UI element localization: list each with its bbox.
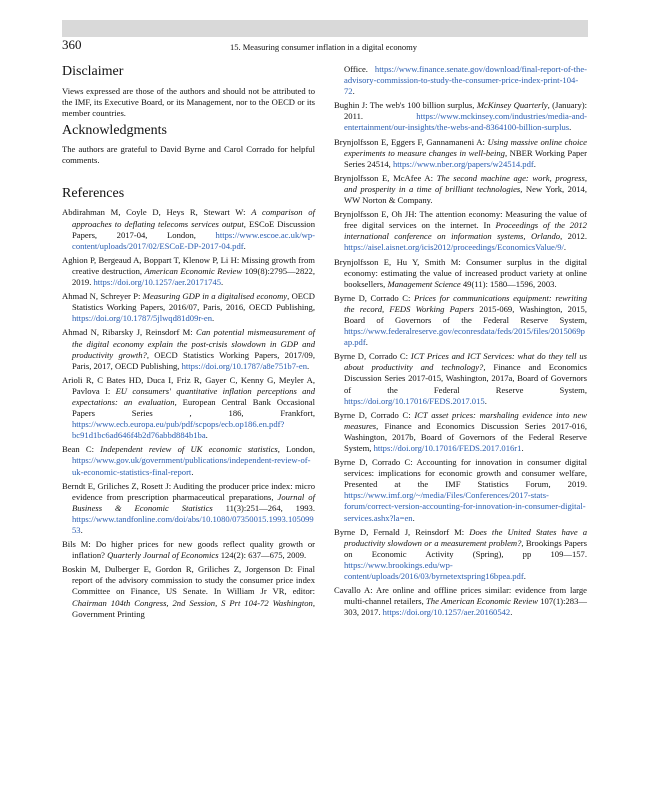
reference-italic-title: The second machine age: work, progress, and prosperity in a time of brilliant technologies	[344, 172, 588, 194]
disclaimer-heading: Disclaimer	[62, 64, 124, 79]
reference-link[interactable]: https://www.brookings.edu/wp-content/uploads/2016/03/byrnetextspring16bpea.pdf	[344, 559, 524, 582]
reference-authors-text: Brynjolfsson E, Eggers F, Gannamaneni A:	[334, 136, 488, 147]
reference-italic-title: Chairman 104th Congress, 2nd Session, S Prt 104-72 Washington	[72, 597, 313, 608]
reference-entry	[62, 291, 315, 324]
reference-details: 49(11): 1580—1596, 2003.	[460, 278, 557, 289]
references-list-left	[62, 207, 315, 619]
reference-details: 11(3):251—264, 1993.	[212, 502, 315, 513]
reference-end: .	[412, 512, 415, 523]
reference-link[interactable]: https://doi.org/10.17016/FEDS.2017.016r1	[373, 443, 522, 453]
reference-details: , European Central Bank Occasional Papers Series , 186, Frankfort,	[72, 396, 315, 419]
reference-details: , (January): 2011.	[344, 100, 587, 122]
reference-details: , Brookings Papers on Economic Activity (Spring), pp 109—157.	[344, 537, 587, 559]
reference-details: , London,	[277, 444, 315, 455]
reference-italic-title: Using massive online choice experiments to measure changes in well-being	[344, 136, 587, 158]
reference-entry	[334, 410, 587, 454]
reference-link[interactable]: https://doi.org/10.1257/aer.20171745	[93, 277, 222, 288]
reference-authors-text: Boskin M, Dulberger E, Gordon R, Griliches Z, Jorgenson D: Final report of the advisory commission to study the consumer price index Committee on Finance, US Senate. In William Jr VR, editor:	[62, 564, 315, 597]
reference-entry	[62, 327, 315, 371]
reference-authors-text: Bughin J: The web's 100 billion surplus,	[334, 100, 477, 111]
reference-details: , NBER Working Paper Series 24514,	[344, 147, 587, 169]
reference-details: 109(8):2795—2822, 2019.	[72, 265, 315, 288]
reference-authors-text: Byrne D, Fernald J, Reinsdorf M:	[334, 526, 470, 537]
reference-italic-title: Proceedings of the 2012 international conference on information systems, Orlando	[344, 220, 587, 242]
reference-entry	[334, 257, 587, 290]
reference-link[interactable]: https://doi.org/10.1787/5jlwqd81d09r-en	[72, 313, 213, 324]
reference-details: , New York, 2014, WW Norton & Company.	[344, 183, 587, 206]
reference-authors-text: Byrne D, Corrado C:	[334, 292, 414, 303]
reference-entry	[62, 564, 315, 619]
reference-entry	[334, 209, 587, 253]
reference-authors-text: Berndt E, Griliches Z, Rosett J: Auditing the producer price index: micro evidence from prescription pharmaceutical preparations,	[62, 480, 315, 502]
reference-entry	[62, 375, 315, 442]
references-list-right	[334, 100, 587, 618]
reference-entry	[334, 585, 587, 618]
reference-link[interactable]: https://www.tandfonline.com/doi/abs/10.1080/07350015.1993.10509953	[72, 513, 314, 535]
reference-details: , Finance and Economics Discussion Series 2017-016, Washington, 2017b, Board of Governors of the Federal Reserve System,	[344, 420, 587, 453]
reference-italic-title: Independent review of UK economic statistics	[100, 444, 278, 455]
reference-link[interactable]: https://www.mckinsey.com/industries/media-and-entertainment/our-insights/the-webs-and-8364100-billion-surplus	[344, 111, 587, 133]
reference-entry	[334, 351, 587, 406]
reference-authors-text: Bils M: Do higher prices for new goods reflect quality growth or inflation?	[62, 539, 315, 561]
reference-link[interactable]: https://www.ecb.europa.eu/pub/pdf/scpops/ecb.op186.en.pdf?bc91d1bc6ad646f4b2d76abbd884b1ba	[72, 419, 285, 441]
top-header-bar	[62, 20, 588, 37]
left-column	[62, 64, 315, 623]
reference-authors-text: Byrne D, Corrado C:	[334, 409, 415, 420]
reference-link[interactable]: https://www.federalreserve.gov/econresdata/feds/2015/files/2015069pap.pdf	[344, 326, 585, 348]
reference-end: .	[563, 242, 567, 253]
reference-end: .	[212, 313, 215, 324]
reference-end: .	[510, 607, 513, 618]
reference-continuation: Office. https://www.finance.senate.gov/download/final-report-of-the-advisory-commission-to-study-the-consumer-price-index-print-104-72.	[344, 64, 587, 97]
page-header	[62, 37, 588, 56]
reference-end: .	[191, 466, 194, 477]
reference-details: , OECD Statistics Working Papers, 2017/09, Paris, 2017, OECD Publishing,	[72, 349, 315, 371]
reference-authors-text: Abdirahman M, Coyle D, Heys R, Stewart W:	[62, 207, 252, 218]
reference-italic-title: Prices for communications equipment: rewriting the record, FEDS Working Papers	[344, 292, 587, 314]
acknowledgments-text: The authors are grateful to David Byrne and Carol Corrado for helpful comments.	[62, 144, 315, 166]
reference-italic-title: ICT asset prices: marshaling evidence into new measures	[344, 409, 587, 431]
reference-entry	[62, 444, 315, 477]
reference-authors-text: Brynjolfsson E, McAfee A:	[334, 172, 437, 183]
reference-authors-text: Aghion P, Bergeaud A, Boppart T, Klenow P, Li H: Missing growth from creative destruction,	[62, 254, 315, 276]
reference-italic-title: Journal of Business & Economic Statistics	[72, 491, 315, 513]
reference-link[interactable]: https://doi.org/10.1787/a8e751b7-en	[181, 360, 307, 371]
reference-authors-text: Ahmad N, Schreyer P:	[62, 291, 143, 302]
reference-end: .	[221, 277, 224, 288]
reference-italic-title: Does the United States have a productivity slowdown or a measurement problem?	[344, 526, 587, 548]
reference-entry	[62, 255, 315, 288]
reference-entry	[334, 173, 587, 206]
reference-authors-text: Byrne D, Corrado C:	[334, 351, 411, 362]
reference-link[interactable]: https://www.finance.senate.gov/download/final-report-of-the-advisory-commission-to-study-the-consumer-price-index-print-104-72	[344, 64, 587, 97]
reference-italic-title: American Economic Review	[144, 265, 243, 276]
reference-details: 124(2): 637—675, 2009.	[218, 550, 307, 561]
reference-entry	[334, 527, 587, 582]
reference-end: .	[307, 360, 310, 371]
reference-end: .	[523, 571, 526, 582]
reference-end: .	[533, 158, 536, 169]
reference-details: 107(1):283—303, 2017.	[344, 596, 587, 618]
reference-link[interactable]: https://aisel.aisnet.org/icis2012/proceedings/EconomicsValue/9/	[344, 242, 564, 253]
reference-italic-title: ICT Prices and ICT Services: what do they tell us about productivity and technology?	[344, 351, 587, 373]
reference-end: .	[205, 430, 208, 441]
reference-authors-text: Cavallo A: Are online and offline prices similar: evidence from large multi-channel retailers,	[334, 585, 587, 607]
reference-italic-title: Quarterly Journal of Economics	[107, 550, 219, 561]
reference-entry	[334, 137, 587, 170]
reference-italic-title: Can potential mismeasurement of the digital economy explain the post-crisis slowdown in GDP and productivity growth?	[72, 327, 315, 360]
page-number: 360	[62, 37, 82, 52]
reference-entry	[62, 539, 315, 561]
reference-entry	[62, 481, 315, 536]
disclaimer-text: Views expressed are those of the authors and should not be attributed to the IMF, its Executive Board, or its Management, nor to the OECD or its member countries.	[62, 86, 315, 119]
reference-italic-title: EU consumers' quantitative inflation perceptions and expectations: an evaluation	[72, 385, 316, 407]
reference-authors-text: Brynjolfsson E, Oh JH: The attention economy: Measuring the value of free digital services on the internet. In	[334, 209, 587, 231]
reference-end: .	[243, 240, 246, 251]
reference-details: , ESCoE Discussion Papers, 2017-04, London,	[72, 218, 315, 240]
reference-details: , OECD Statistics Working Papers, 2016/07, Paris, 2016, OECD Publishing,	[72, 291, 315, 313]
acknowledgments-heading: Acknowledgments	[62, 123, 167, 139]
reference-end: .	[365, 337, 368, 348]
reference-end: .	[569, 122, 572, 133]
reference-authors-text: Ahmad N, Ribarsky J, Reinsdorf M:	[62, 327, 197, 338]
right-column	[334, 64, 587, 621]
reference-authors-text: Bean C:	[62, 444, 101, 455]
reference-italic-title: Measuring GDP in a digitalised economy	[142, 291, 288, 302]
reference-link[interactable]: https://doi.org/10.1257/aer.20160542	[382, 607, 511, 618]
reference-link[interactable]: https://www.imf.org/~/media/Files/Conferences/2017-stats-forum/correct-version-accounting-for-innovation-in-consumer-digital-services.ashx?la=en	[344, 490, 586, 523]
reference-details: , Government Printing	[72, 597, 315, 619]
reference-italic-title: McKinsey Quarterly	[476, 100, 548, 111]
reference-italic-title: The American Economic Review	[426, 596, 538, 607]
reference-italic-title: A comparison of approaches to deflating telecoms services output	[72, 207, 315, 229]
reference-link[interactable]: https://www.gov.uk/government/publications/independent-review-of-uk-economic-statistics-final-report	[72, 455, 311, 477]
references-heading: References	[62, 186, 125, 202]
reference-end: .	[521, 443, 524, 453]
reference-link[interactable]: https://www.nber.org/papers/w24514.pdf	[392, 158, 534, 169]
reference-end: .	[80, 525, 83, 535]
reference-authors-text: Arioli R, C Bates HD, Duca I, Friz R, Gayer C, Kenny G, Meyler A, Pavlova I:	[62, 374, 315, 396]
reference-entry	[334, 100, 587, 133]
reference-entry	[62, 207, 315, 251]
reference-entry	[334, 293, 587, 348]
running-title: 15. Measuring consumer inflation in a digital economy	[230, 42, 417, 52]
reference-link[interactable]: https://doi.org/10.17016/FEDS.2017.015	[344, 395, 485, 406]
reference-authors-text: Brynjolfsson E, Hu Y, Smith M: Consumer surplus in the digital economy: estimating the value of increased product variety at online booksellers,	[334, 256, 587, 289]
reference-details: 2015-069, Washington, 2015, Board of Governors of the Federal Reserve System,	[344, 303, 587, 325]
reference-entry	[334, 457, 587, 524]
reference-authors-text: Byrne D, Corrado C: Accounting for innovation in consumer digital services: implications for economic growth and consumer welfare, Presented at the IMF Statistics Forum, 2019.	[334, 457, 587, 490]
reference-end: .	[484, 395, 487, 406]
reference-link[interactable]: https://www.escoe.ac.uk/wp-content/uploads/2017/02/ESCoE-DP-2017-04.pdf	[72, 229, 315, 251]
reference-details: , 2012.	[560, 231, 587, 242]
reference-italic-title: Management Science	[387, 278, 461, 289]
reference-details: , Finance and Economics Discussion Series 2017-015, Washington, 2017a, Board of Governors of the Federal Reserve System,	[344, 362, 587, 395]
